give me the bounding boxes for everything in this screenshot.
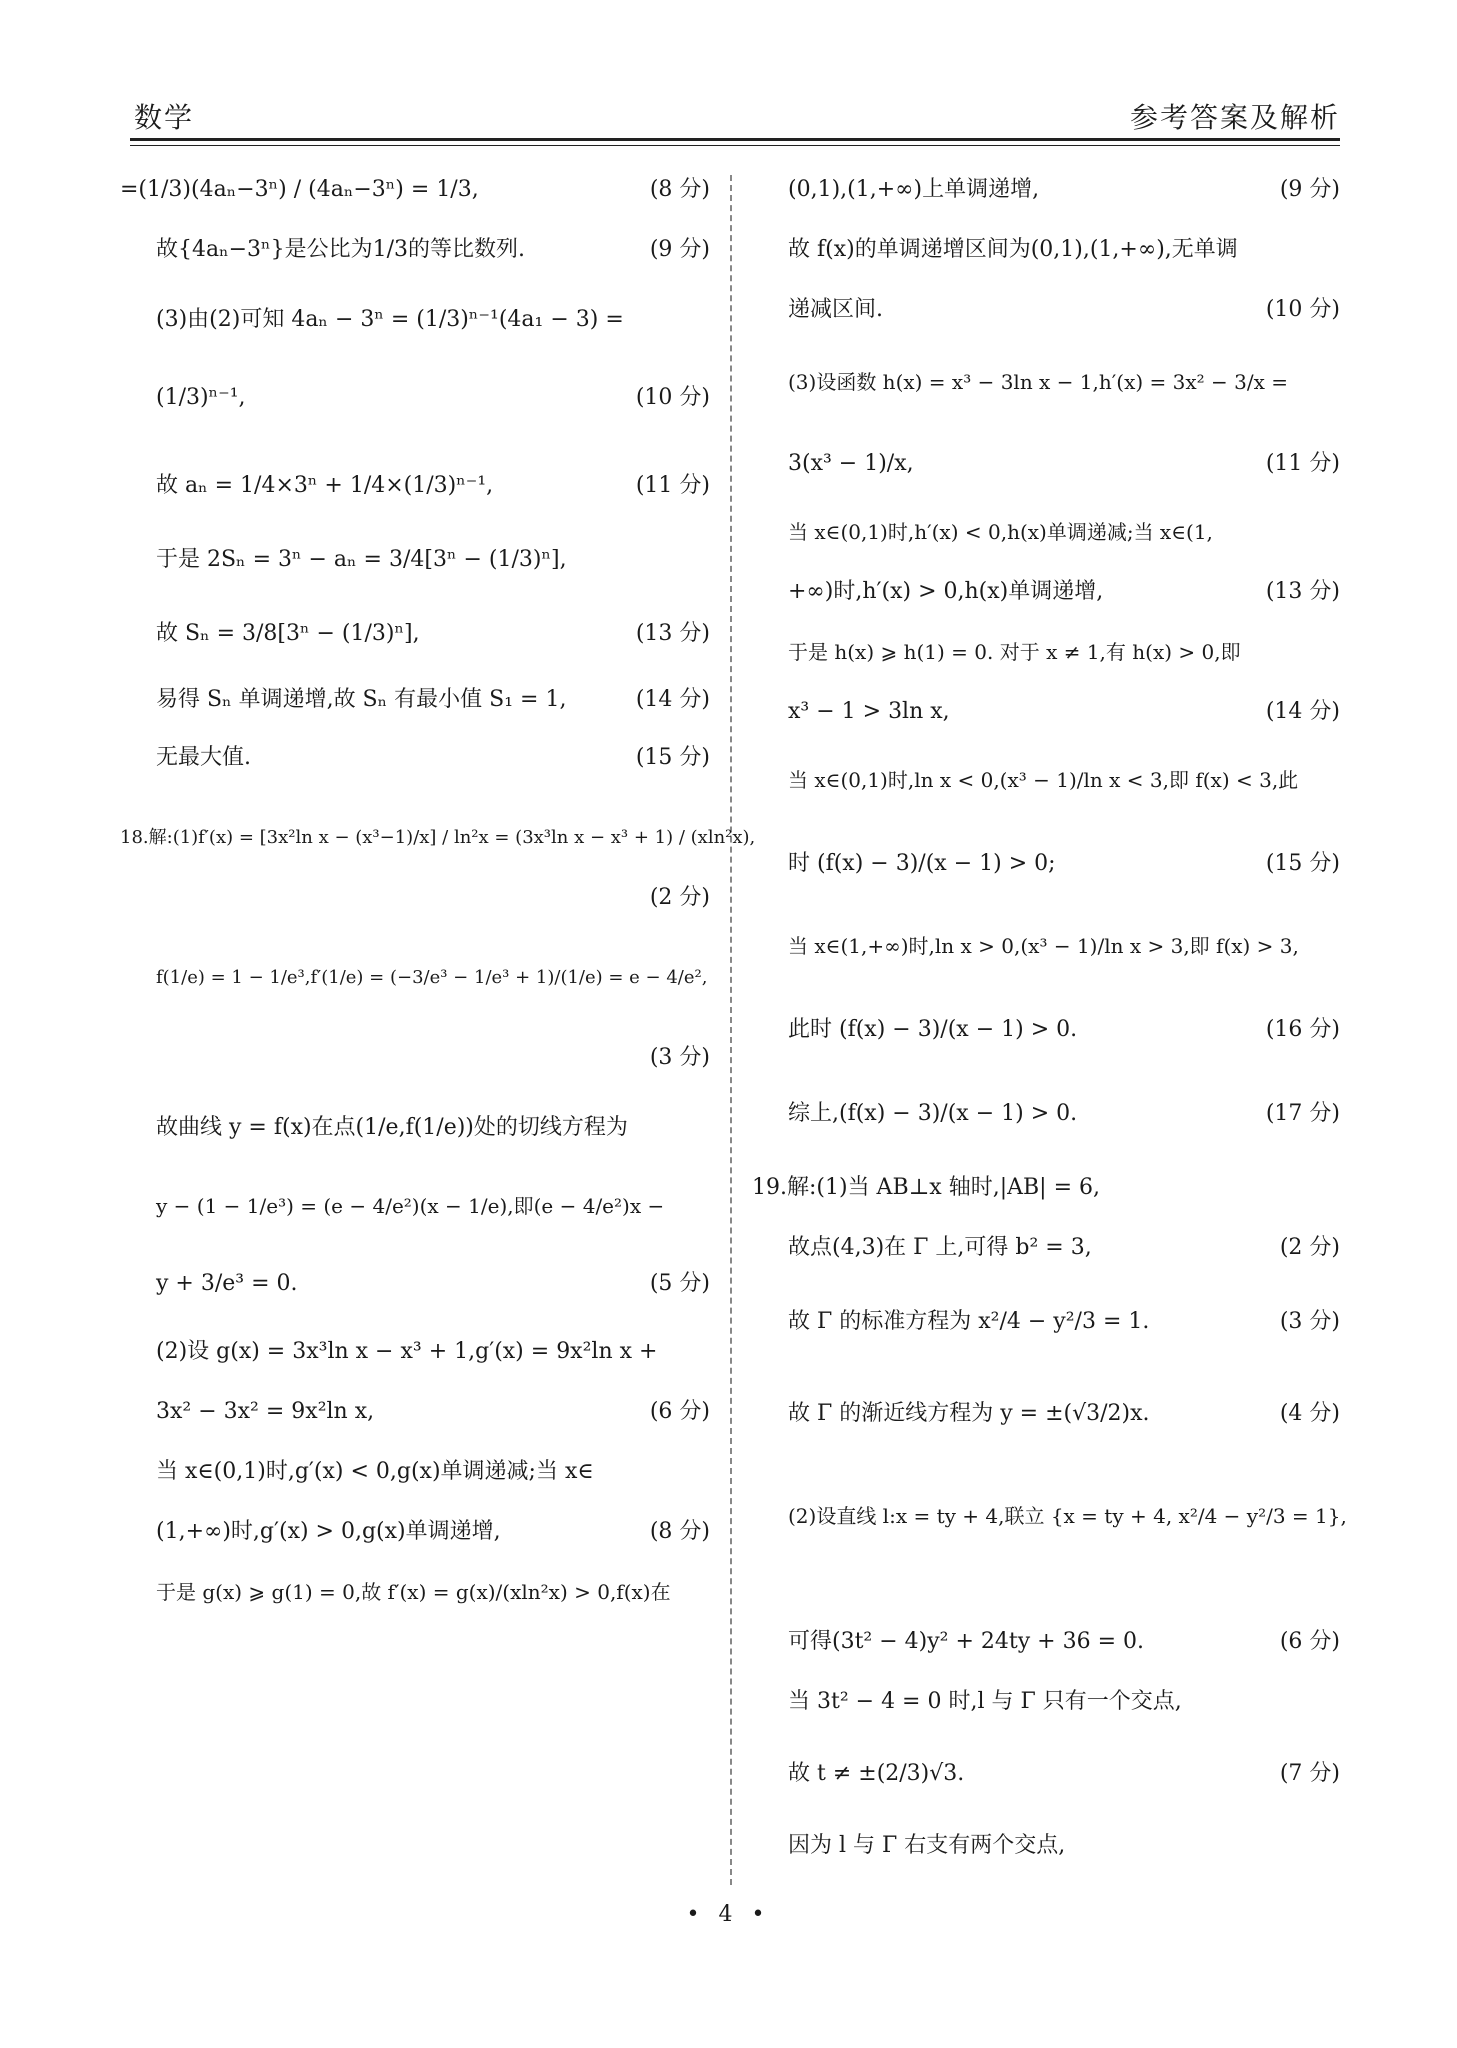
column-divider xyxy=(730,175,732,1885)
header-title: 参考答案及解析 xyxy=(1129,101,1340,134)
page-number: • 4 • xyxy=(686,1902,771,1927)
header-rule-thick xyxy=(130,138,1340,141)
page-header xyxy=(130,96,1340,136)
header-rule-thin xyxy=(130,145,1340,146)
header-subject: 数学 xyxy=(134,101,195,134)
